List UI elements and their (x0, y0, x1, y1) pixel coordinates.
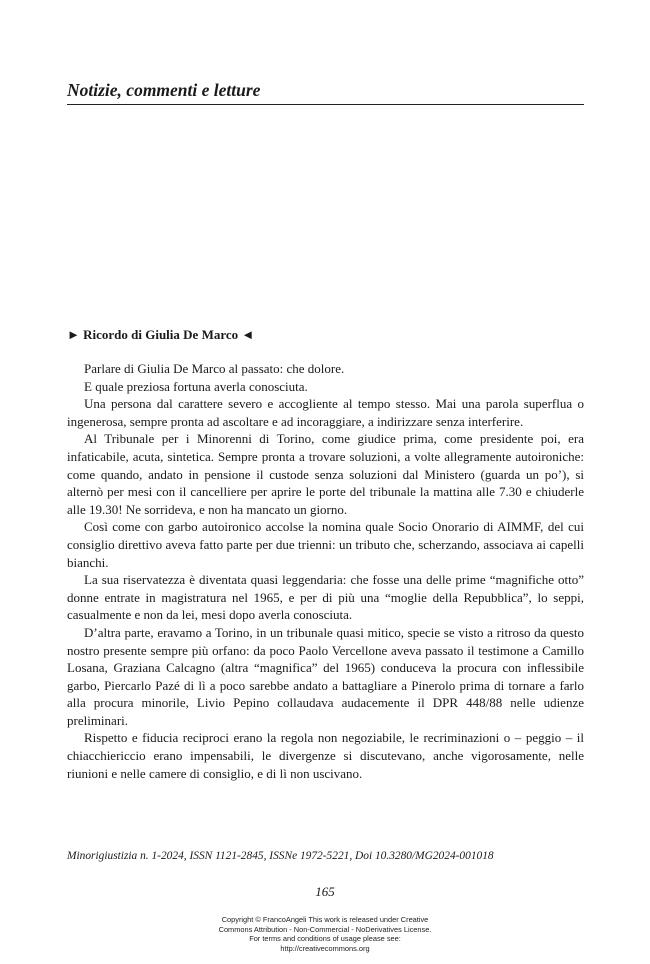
article-heading: ► Ricordo di Giulia De Marco ◄ (67, 327, 255, 342)
paragraph: Al Tribunale per i Minorenni di Torino, come giudice prima, come presidente poi, era infaticabile, acuta, sintetica. Sempre pronta a trovare soluzioni, a volte allegramente autoironiche: come quando, andato in pensione il custode senza soluzioni dal Ministero (guarda un po’), si alternò per mesi con il cancelliere per aprire le porte del tribunale la mattina alle 7.30 e chiuderle alle 19.30! Ne sorrideva, e non ha mancato un giorno. (67, 431, 584, 517)
paragraph: Rispetto e fiducia reciproci erano la regola non negoziabile, le recriminazioni o – peggio – il chiacchiericcio erano impensabili, le divergenze si discutevano, anche vigorosamente, nelle riunioni e nelle camere di consiglio, e di lì non uscivano. (67, 730, 584, 781)
paragraph: D’altra parte, eravamo a Torino, in un tribunale quasi mitico, specie se visto a ritroso da questo nostro presente sempre più orfano: da poco Paolo Vercellone aveva passato il testimone a Camillo Losana, Graziana Calcagno (altra “magnifica” del 1965) conduceva la procura con inflessibile garbo, Piercarlo Pazé di lì a poco sarebbe andato a battagliare a Pinerolo prima di tornare a farlo alla procura minorile, Livio Pepino collaudava audacemente il DPR 448/88 nelle udienze preliminari. (67, 624, 584, 728)
article-body (67, 360, 584, 782)
journal-citation: Minorigiustizia n. 1-2024, ISSN 1121-2845, ISSNe 1972-5221, Doi 10.3280/MG2024-001018 (67, 850, 494, 862)
paragraph: Parlare di Giulia De Marco al passato: che dolore. (84, 361, 345, 376)
paragraph: La sua riservatezza è diventata quasi leggendaria: che fosse una delle prime “magnifiche otto” donne entrate in magistratura nel 1965, e per di più una “moglie della Repubblica”, lo seppi, casualmente e non da lei, mesi dopo averla conosciuta. (67, 572, 584, 623)
paragraph: Così come con garbo autoironico accolse la nomina quale Socio Onorario di AIMMF, del cui consiglio direttivo aveva fatto parte per due trienni: un tributo che, scherzando, associava ai capelli bianchi. (67, 519, 584, 570)
paragraph: E quale preziosa fortuna averla conosciuta. (84, 378, 308, 394)
license-line: For terms and conditions of usage please see: (249, 934, 401, 943)
license-notice (0, 915, 650, 953)
section-divider (67, 104, 584, 105)
paragraph: Una persona dal carattere severo e accogliente al tempo stesso. Mai una parola superflua o ingenerosa, sempre pronta ad ascoltare e ad incoraggiare, a indirizzare senza interferire. (67, 396, 584, 429)
section-title: Notizie, commenti e letture (67, 80, 261, 100)
license-line: Commons Attribution - Non-Commercial - NoDerivatives License. (218, 924, 432, 934)
license-line: Copyright © FrancoAngeli This work is released under Creative (221, 915, 429, 924)
page-number: 165 (315, 884, 335, 899)
license-link[interactable]: http://creativecommons.org (280, 943, 370, 953)
